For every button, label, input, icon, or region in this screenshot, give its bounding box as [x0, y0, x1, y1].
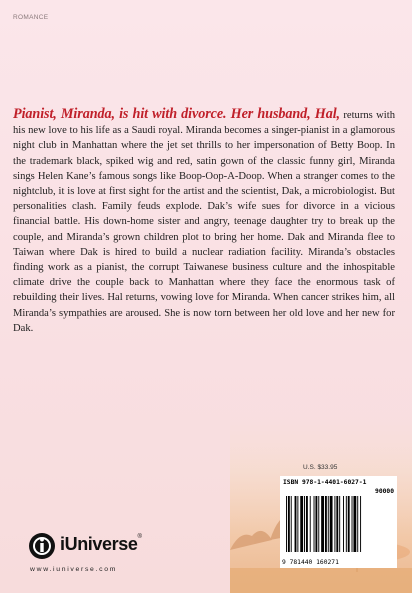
price-label: U.S. $33.95 — [303, 464, 338, 471]
isbn-text: ISBN 978-1-4401-6027-1 — [283, 479, 367, 486]
publisher-logo — [28, 532, 163, 560]
barcode-bars — [284, 496, 393, 552]
isbn-barcode — [280, 476, 397, 568]
genre-label: ROMANCE — [13, 14, 49, 21]
blurb-lead: Pianist, Miranda, is hit with divorce. Her husband, Hal, — [13, 106, 340, 122]
back-cover-blurb — [13, 107, 395, 336]
blurb-body: returns with his new love to his life as a Saudi royal. Miranda becomes a singer-pianist in a glamorous night club in Manhattan where the jet set thrills to her impersonation of Betty Boop. In the trademark black, spiked wig and red, satin gown of the classic funny girl, Miranda sings Helen Kane’s famous songs like Boop-Oop-A-Doop. When a stranger comes to the nightclub, it is love at first sight for the artist and the scientist, Dak, a microbiologist. But personalities clash. Family feuds explode. Dak’s wife sues for divorce in a vicious financial battle. His down-home sister and angry, teenage daughter try to break up the couple, and Miranda’s grown children plot to bring her home. Dak and Miranda flee to Taiwan where Dak is hired to build a nuclear radiation facility. Miranda’s obstacles finding work as a pianist, the corrupt Taiwanese business culture and the inhospitable climate drive the couple back to Manhattan where they face the enormous task of rebuilding their lives. Hal returns, vowing love for Miranda. When cancer strikes him, all Miranda’s sympathies are aroused. She is now torn between her old love and her new for Dak. — [13, 110, 395, 334]
ean-digits: 9 781440 160271 — [282, 559, 339, 566]
publisher-name: iUniverse® — [60, 534, 142, 554]
publisher-url[interactable]: www.iuniverse.com — [30, 566, 118, 573]
iuniverse-logo-icon — [28, 532, 56, 560]
price-code: 90000 — [375, 488, 394, 495]
